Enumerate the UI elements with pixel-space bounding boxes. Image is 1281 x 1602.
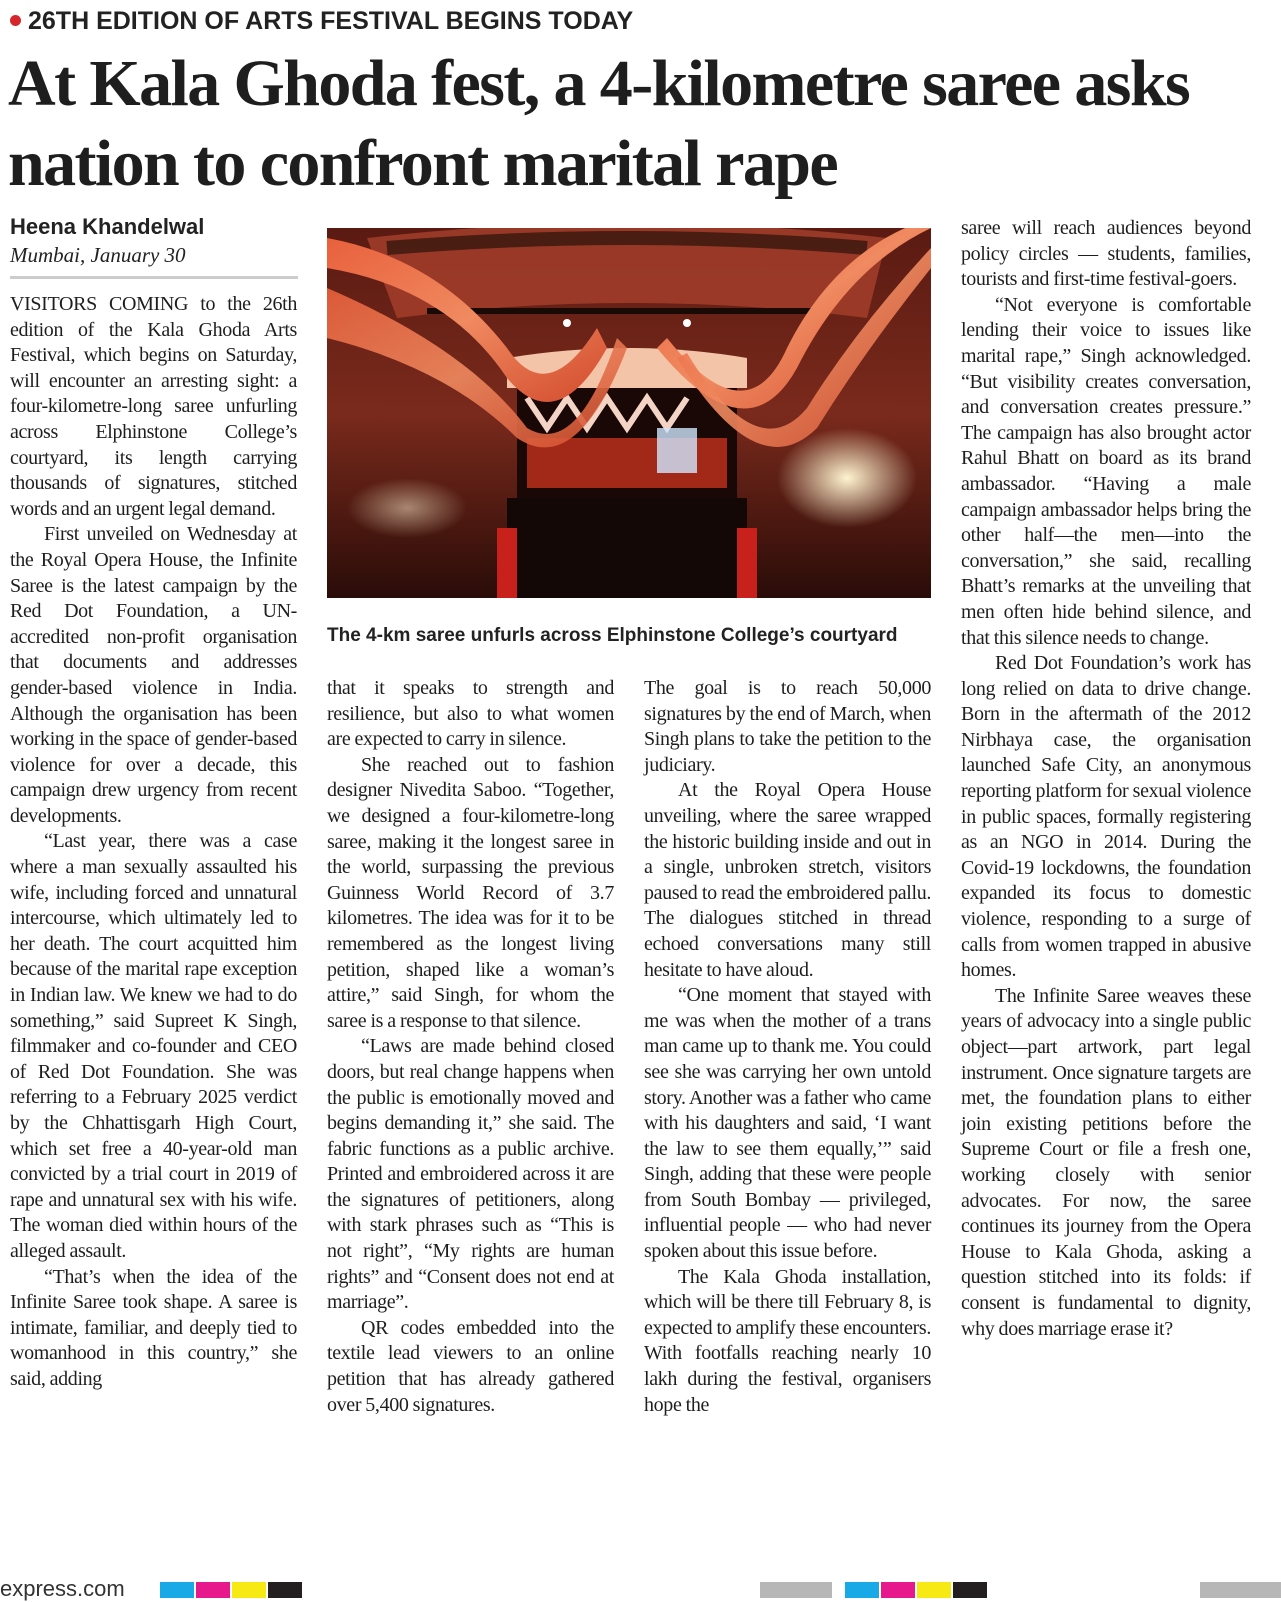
- paragraph: She reached out to fashion designer Nivedita Saboo. “Together, we designed a four-kilometre-long saree, making it the longest saree in the world, surpassing the previous Guinness World Record of 3.7 kilometres. The idea was for it to be remembered as the longest living petition, shaped like a woman’s attire,” said Singh, for whom the saree is a response to that silence.: [327, 753, 614, 1032]
- paragraph: First unveiled on Wednesday at the Royal Opera House, the Infinite Saree is the latest campaign by the Red Dot Foundation, a UN-accredited non-profit organisation that documents and addresses gender-based violence in India. Although the organisation has been working in the space of gender-based violence for over a decade, this campaign drew urgency from recent developments.: [10, 523, 297, 827]
- paragraph: “That’s when the idea of the Infinite Saree took shape. A saree is intimate, familiar, and deeply tied to womanhood in this country,” she said, adding: [10, 1265, 297, 1390]
- kicker: [10, 6, 633, 36]
- paragraph: saree will reach audiences beyond policy circles — students, families, tourists and first-time festival-goers.: [961, 217, 1251, 291]
- article-column-2: [327, 676, 614, 1418]
- opera-house-saree-photo: [327, 228, 931, 598]
- print-color-bar-black: [953, 1582, 987, 1598]
- print-color-bar-yellow: [232, 1582, 266, 1598]
- paragraph: The Kala Ghoda installation, which will be there till February 8, is expected to amplify these encounters. With footfalls reaching nearly 10 lakh during the festival, organisers hope the: [644, 1265, 931, 1416]
- photo-caption: The 4-km saree unfurls across Elphinstone College’s courtyard: [327, 625, 898, 646]
- footer-strip: [0, 1578, 1281, 1602]
- paragraph: “Laws are made behind closed doors, but real change happens when the public is emotionally moved and begins demanding it,” she said. The fabric functions as a public archive. Printed and embroidered across it are the signatures of petitioners, along with stark phrases such as “This is not right”, “My rights are human rights” and “Consent does not end at marriage”.: [327, 1035, 614, 1314]
- paragraph: The Infinite Saree weaves these years of advocacy into a single public object—part artwork, part legal instrument. Once signature targets are met, the foundation plans to either join existing petitions before the Supreme Court or file a fresh one, working closely with senior advocates. For now, the saree continues its journey from the Opera House to Kala Ghoda, asking a question stitched into its folds: if consent is fundamental to dignity, why does marriage erase it?: [961, 984, 1251, 1340]
- paragraph: VISITORS COMING to the 26th edition of the Kala Ghoda Arts Festival, which begins on Saturday, will encounter an arresting sight: a four-kilometre-long saree unfurling across Elphinstone College’s courtyard, its length carrying thousands of signatures, stitched words and an urgent legal demand.: [10, 293, 297, 520]
- paragraph: Red Dot Foundation’s work has long relied on data to drive change. Born in the aftermath of the 2012 Nirbhaya case, the organisation launched Safe City, an anonymous reporting platform for sexual violence in public spaces, formally registering as an NGO in 2014. During the Covid-19 lockdowns, the foundation expanded its focus to domestic violence, responding to a surge of calls from women trapped in abusive homes.: [961, 652, 1251, 982]
- byline-divider: [10, 276, 298, 279]
- kicker-text: 26TH EDITION OF ARTS FESTIVAL BEGINS TODAY: [28, 7, 634, 35]
- article-photo: [327, 228, 931, 598]
- print-color-bar-magenta: [881, 1582, 915, 1598]
- paragraph: At the Royal Opera House unveiling, where the saree wrapped the historic building inside and out in a single, unbroken stretch, visitors paused to read the embroidered pallu. The dialogues stitched in thread echoed conversations many still hesitate to have aloud.: [644, 779, 931, 981]
- red-dot-icon: [10, 15, 21, 26]
- print-color-bar-black: [268, 1582, 302, 1598]
- paragraph: The goal is to reach 50,000 signatures by the end of March, when Singh plans to take the petition to the judiciary.: [644, 677, 931, 776]
- print-color-bar-grey: [1200, 1582, 1281, 1598]
- article-column-1: [10, 292, 297, 1393]
- paragraph: that it speaks to strength and resilience, but also to what women are expected to carry in silence.: [327, 677, 614, 751]
- paragraph: QR codes embedded into the textile lead viewers to an online petition that has already gathered over 5,400 signatures.: [327, 1316, 614, 1416]
- author-name: Heena Khandelwal: [10, 214, 205, 239]
- headline: At Kala Ghoda fest, a 4-kilometre saree asks nation to confront marital rape: [8, 47, 1190, 200]
- print-color-bar-cyan: [160, 1582, 194, 1598]
- print-color-bar-cyan: [845, 1582, 879, 1598]
- print-color-bar-magenta: [196, 1582, 230, 1598]
- article-column-3: [644, 676, 931, 1418]
- paragraph: “One moment that stayed with me was when the mother of a trans man came up to thank me. You could see she was carrying her own untold story. Another was a father who came with his daughters and said, ‘I want the law to see them equally,’” said Singh, adding that these were people from South Bombay — privileged, influential people — who had never spoken about this issue before.: [644, 984, 931, 1263]
- article-column-4: [961, 216, 1251, 1342]
- dateline: Mumbai, January 30: [10, 243, 186, 267]
- site-watermark: express.com: [0, 1576, 125, 1601]
- paragraph: “Last year, there was a case where a man sexually assaulted his wife, including forced and unnatural intercourse, which ultimately led to her death. The court acquitted him because of the marital rape exception in Indian law. We knew we had to do something,” said Supreet K Singh, filmmaker and co-founder and CEO of Red Dot Foundation. She was referring to a February 2025 verdict by the Chhattisgarh High Court, which set free a 40-year-old man convicted by a trial court in 2019 of rape and unnatural sex with his wife. The woman died within hours of the alleged assault.: [10, 830, 297, 1262]
- print-color-bar-yellow: [917, 1582, 951, 1598]
- byline: [10, 214, 300, 268]
- print-color-bar-grey: [760, 1582, 832, 1598]
- paragraph: “Not everyone is comfortable lending their voice to issues like marital rape,” Singh acknowledged. “But visibility creates conversation, and conversation creates pressure.” The campaign has also brought actor Rahul Bhatt on board as its brand ambassador. “Having a male campaign ambassador helps bring the other half—the men—into the conversation,” she said, recalling Bhatt’s remarks at the unveiling that men often hide behind silence, and that this silence needs to change.: [961, 293, 1251, 649]
